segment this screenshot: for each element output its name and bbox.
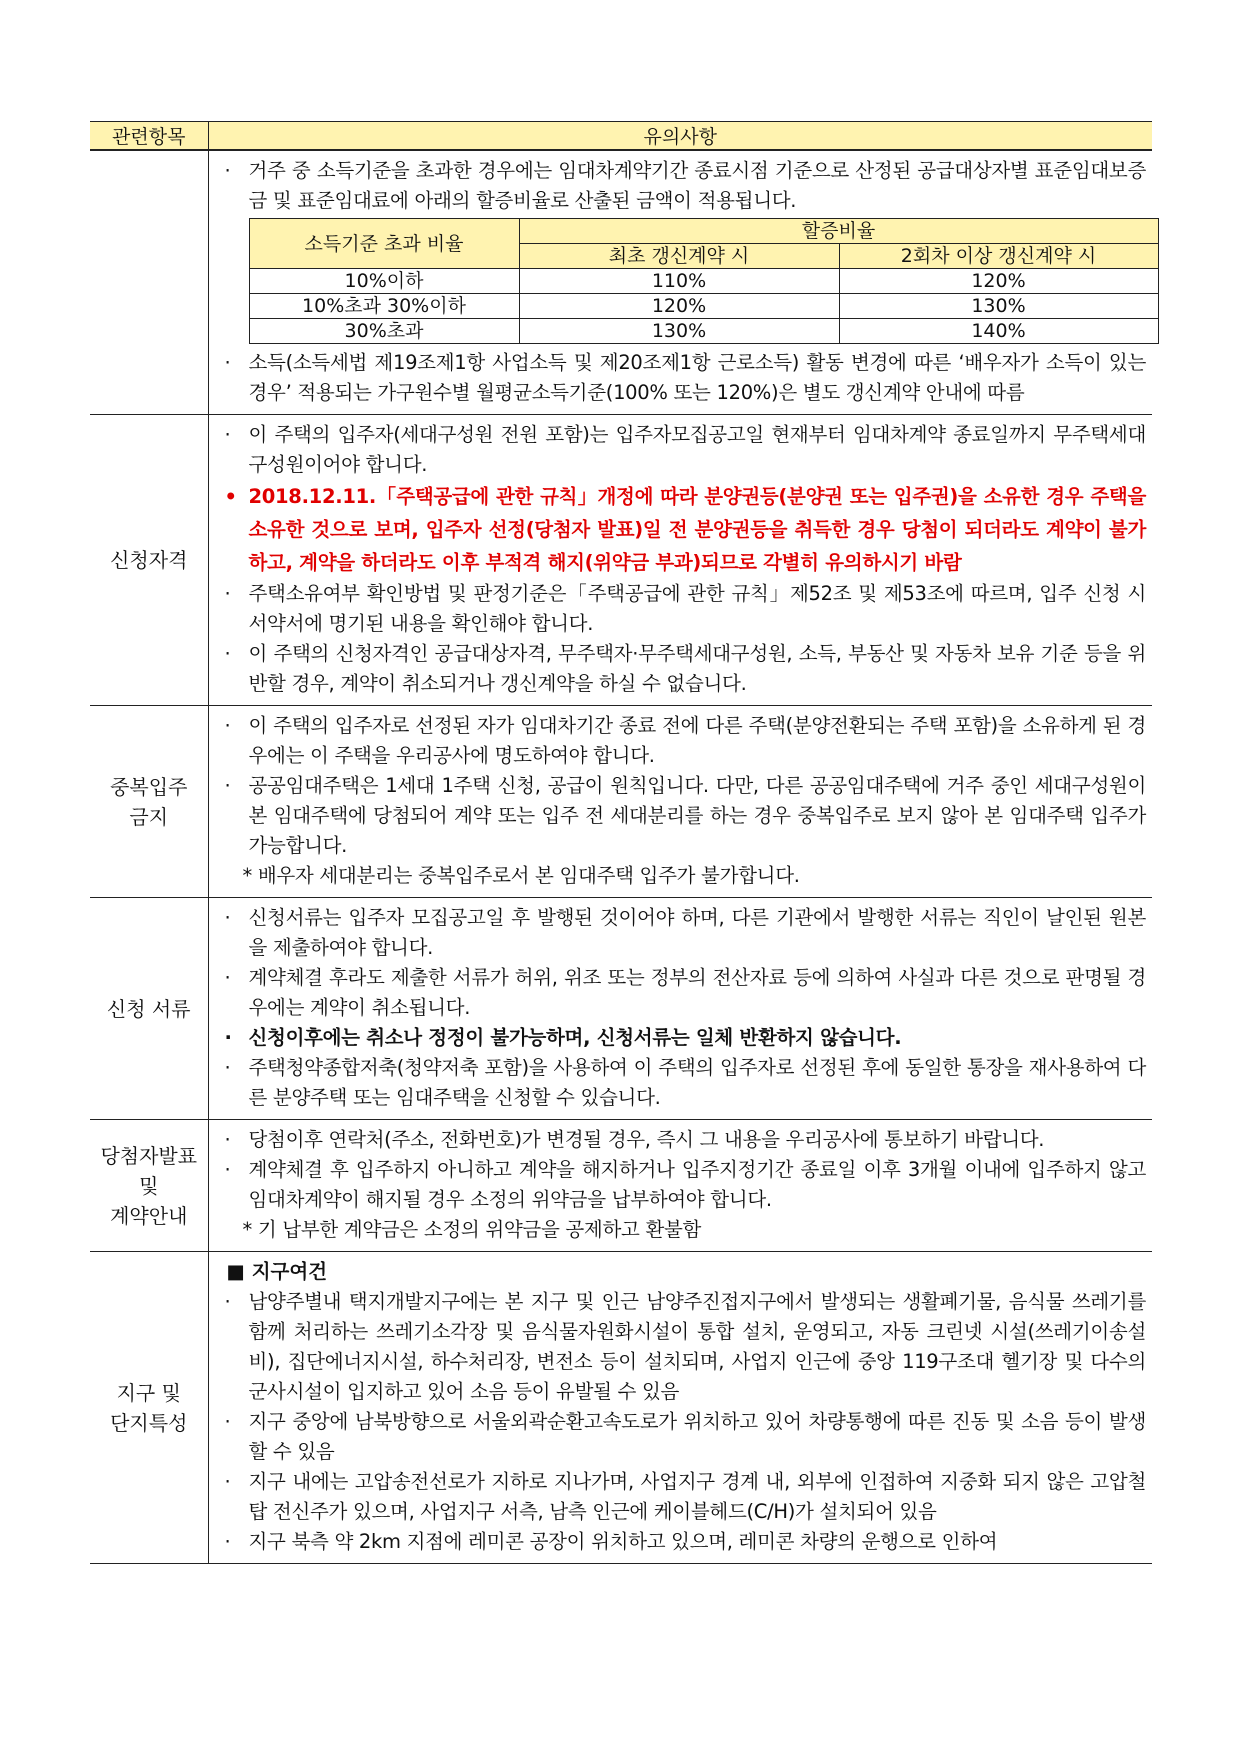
rate-cell: 10%이하 bbox=[249, 269, 519, 294]
table-row-eligibility bbox=[90, 415, 1152, 706]
rate-table-header-surcharge: 할증비율 bbox=[519, 219, 1158, 244]
rate-table-subheader: 최초 갱신계약 시 bbox=[519, 244, 839, 269]
rate-cell: 110% bbox=[519, 269, 839, 294]
footnote: * 배우자 세대분리는 중복입주로서 본 임대주택 입주가 불가합니다. bbox=[242, 864, 800, 887]
rate-cell: 130% bbox=[519, 319, 839, 344]
notes-cell bbox=[208, 415, 1152, 706]
category-cell: 신청 서류 bbox=[90, 898, 208, 1120]
rate-table-subheader: 2회차 이상 갱신계약 시 bbox=[839, 244, 1158, 269]
note-item: · 주택소유여부 확인방법 및 판정기준은「주택공급에 관한 규칙」제52조 및 제53조에 따르며, 입주 신청 시 서약서에 명기된 내용을 확인해야 합니다. bbox=[224, 582, 1146, 635]
footnote: * 기 납부한 계약금은 소정의 위약금을 공제하고 환불함 bbox=[242, 1218, 702, 1241]
emphasis-note-item: · 신청이후에는 취소나 정정이 불가능하며, 신청서류는 일체 반환하지 않습니다. bbox=[224, 1026, 902, 1049]
note-item: · 지구 내에는 고압송전선로가 지하로 지나가며, 사업지구 경계 내, 외부에 인접하여 지중화 되지 않은 고압철탑 전신주가 있으며, 사업지구 서측, 남측 인근에 케이블헤드(C/H)가 설치되어 있음 bbox=[224, 1470, 1146, 1523]
rate-cell: 140% bbox=[839, 319, 1158, 344]
category-cell bbox=[90, 1252, 208, 1564]
rate-cell: 130% bbox=[839, 294, 1158, 319]
category-label-line: 금지 bbox=[129, 804, 169, 829]
category-label-line: 당첨자발표 bbox=[100, 1143, 198, 1168]
rate-table-row bbox=[249, 294, 1158, 319]
note-item: · 당첨이후 연락처(주소, 전화번호)가 변경될 경우, 즉시 그 내용을 우리공사에 통보하기 바랍니다. bbox=[224, 1128, 1045, 1151]
notes-cell bbox=[208, 1120, 1152, 1252]
note-item: · 소득(소득세법 제19조제1항 사업소득 및 제20조제1항 근로소득) 활동 변경에 따른 ‘배우자가 소득이 있는 경우’ 적용되는 가구원수별 월평균소득기준(100% 또는 120%)은 별도 갱신계약 안내에 따름 bbox=[224, 351, 1146, 404]
rate-table-header-ratio: 소득기준 초과 비율 bbox=[249, 219, 519, 269]
note-item: · 지구 중앙에 남북방향으로 서울외곽순환고속도로가 위치하고 있어 차량통행에 따른 진동 및 소음 등이 발생할 수 있음 bbox=[224, 1410, 1146, 1463]
table-row-winner-contract bbox=[90, 1120, 1152, 1252]
note-item: · 남양주별내 택지개발지구에는 본 지구 및 인근 남양주진접지구에서 발생되는 생활폐기물, 음식물 쓰레기를 함께 처리하는 쓰레기소각장 및 음식물자원화시설이 통합 설치, 운영되고, 자동 크린넷 시설(쓰레기이송설비), 집단에너지시설, 하수처리장, 변전소 등이 설치되며, 사업지 인근에 중앙 119구조대 헬기장 및 다수의 군사시설이 입지하고 있어 소음 등이 유발될 수 있음 bbox=[224, 1290, 1146, 1403]
rate-table-row bbox=[249, 319, 1158, 344]
category-label-line: 및 bbox=[139, 1173, 159, 1198]
rate-table-row bbox=[249, 269, 1158, 294]
table-row-application-documents bbox=[90, 898, 1152, 1120]
notes-cell bbox=[208, 1252, 1152, 1564]
rate-cell: 120% bbox=[519, 294, 839, 319]
category-cell bbox=[90, 150, 208, 415]
note-item: · 공공임대주택은 1세대 1주택 신청, 공급이 원칙입니다. 다만, 다른 공공임대주택에 거주 중인 세대구성원이 본 임대주택에 당첨되어 계약 또는 입주 전 세대분리를 하는 경우 중복입주로 보지 않아 본 임대주택 입주가 가능합니다. bbox=[224, 774, 1146, 857]
table-row-income-surcharge bbox=[90, 150, 1152, 415]
category-cell bbox=[90, 1120, 208, 1252]
table-row-duplicate-occupancy bbox=[90, 706, 1152, 898]
warning-note-item: • 2018.12.11.「주택공급에 관한 규칙」개정에 따라 분양권등(분양권 또는 입주권)을 소유한 경우 주택을 소유한 것으로 보며, 입주자 선정(당첨자 발표)일 전 분양권등을 취득한 경우 당첨이 되더라도 계약이 불가하고, 계약을 하더라도 이후 부적격 해지(위약금 부과)되므로 각별히 유의하시기 바람 bbox=[224, 485, 1146, 574]
section-heading: ■ 지구여건 bbox=[226, 1260, 328, 1283]
note-item: · 이 주택의 입주자(세대구성원 전원 포함)는 입주자모집공고일 현재부터 임대차계약 종료일까지 무주택세대구성원이어야 합니다. bbox=[224, 423, 1146, 476]
notes-cell bbox=[208, 898, 1152, 1120]
notes-cell bbox=[208, 150, 1152, 415]
category-column-header: 관련항목 bbox=[90, 122, 208, 151]
note-item: · 지구 북측 약 2km 지점에 레미콘 공장이 위치하고 있으며, 레미콘 차량의 운행으로 인하여 bbox=[224, 1530, 998, 1553]
category-label-line: 지구 및 bbox=[116, 1380, 181, 1405]
note-item: · 이 주택의 신청자격인 공급대상자격, 무주택자·무주택세대구성원, 소득, 부동산 및 자동차 보유 기준 등을 위반할 경우, 계약이 취소되거나 갱신계약을 하실 수 없습니다. bbox=[224, 642, 1146, 695]
note-item: · 계약체결 후라도 제출한 서류가 허위, 위조 또는 정부의 전산자료 등에 의하여 사실과 다른 것으로 판명될 경우에는 계약이 취소됩니다. bbox=[224, 966, 1146, 1019]
category-label-line: 중복입주 bbox=[110, 774, 188, 799]
category-label-line: 계약안내 bbox=[110, 1203, 188, 1228]
rate-cell: 10%초과 30%이하 bbox=[249, 294, 519, 319]
category-cell bbox=[90, 706, 208, 898]
note-item: · 이 주택의 입주자로 선정된 자가 임대차기간 종료 전에 다른 주택(분양전환되는 주택 포함)을 소유하게 된 경우에는 이 주택을 우리공사에 명도하여야 합니다. bbox=[224, 714, 1146, 767]
rate-cell: 120% bbox=[839, 269, 1158, 294]
notice-table bbox=[90, 121, 1152, 1564]
notes-cell bbox=[208, 706, 1152, 898]
note-item: · 신청서류는 입주자 모집공고일 후 발행된 것이어야 하며, 다른 기관에서 발행한 서류는 직인이 날인된 원본을 제출하여야 합니다. bbox=[224, 906, 1146, 959]
notes-column-header: 유의사항 bbox=[208, 122, 1152, 151]
table-row-district-characteristics bbox=[90, 1252, 1152, 1564]
rate-cell: 30%초과 bbox=[249, 319, 519, 344]
note-item: · 계약체결 후 입주하지 아니하고 계약을 해지하거나 입주지정기간 종료일 이후 3개월 이내에 입주하지 않고 임대차계약이 해지될 경우 소정의 위약금을 납부하여야 합니다. bbox=[224, 1158, 1146, 1211]
note-item: · 주택청약종합저축(청약저축 포함)을 사용하여 이 주택의 입주자로 선정된 후에 동일한 통장을 재사용하여 다른 분양주택 또는 임대주택을 신청할 수 있습니다. bbox=[224, 1056, 1146, 1109]
surcharge-rate-table bbox=[249, 218, 1159, 344]
note-item: · 거주 중 소득기준을 초과한 경우에는 임대차계약기간 종료시점 기준으로 산정된 공급대상자별 표준임대보증금 및 표준임대료에 아래의 할증비율로 산출된 금액이 적용됩니다. bbox=[224, 159, 1146, 212]
category-cell: 신청자격 bbox=[90, 415, 208, 706]
category-label-line: 단지특성 bbox=[110, 1410, 188, 1435]
